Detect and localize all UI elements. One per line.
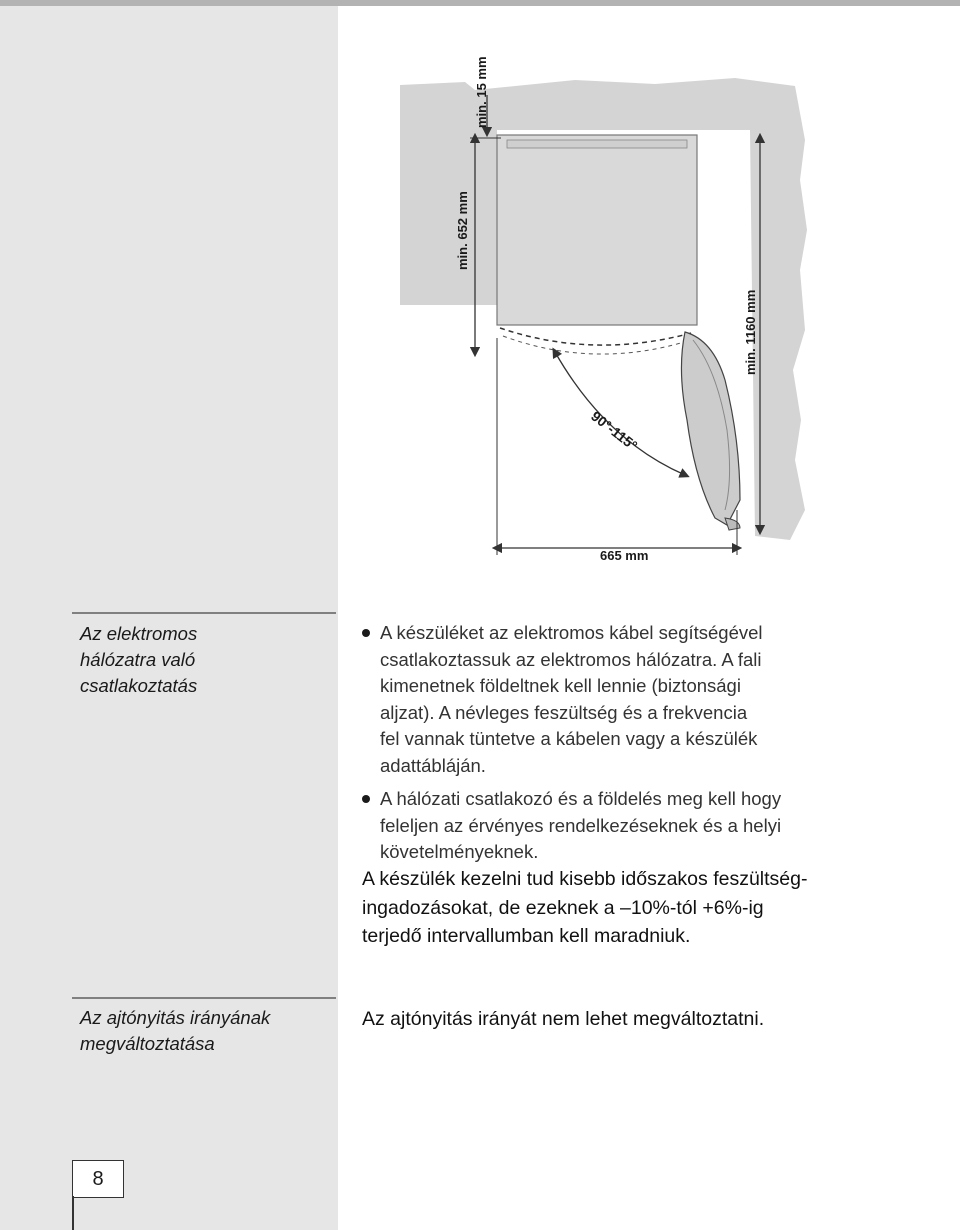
text-line: követelményeknek. [380, 841, 539, 862]
label-depth: min. 652 mm [455, 191, 470, 270]
page-number: 8 [72, 1160, 124, 1198]
text-line: fel vannak tüntetve a kábelen vagy a készülék [380, 728, 758, 749]
page-number-rule [72, 1196, 74, 1230]
text-line: A készülék kezelni tud kisebb időszakos feszültség- [362, 868, 808, 890]
text-line: A hálózati csatlakozó és a földelés meg kell hogy [380, 788, 782, 809]
section-heading-door [80, 1005, 330, 1057]
text-line: aljzat). A névleges feszültség és a frekvencia [380, 701, 748, 723]
door-closed-outline [500, 328, 695, 345]
heading-line: megváltoztatása [80, 1033, 215, 1054]
text-line: adattábláján. [380, 754, 486, 776]
heading-line: Az elektromos [80, 623, 198, 644]
bullet-dot [362, 629, 370, 637]
section-rule-door [72, 997, 336, 999]
text-line: Az ajtónyitás irányát nem lehet megváltoztatni. [362, 1008, 765, 1030]
heading-line: hálózatra való [80, 649, 196, 670]
installation-diagram [395, 40, 815, 580]
voltage-tolerance-paragraph [362, 865, 922, 951]
heading-line: Az ajtónyitás irányának [80, 1007, 271, 1028]
text-line: kimenetnek földeltnek kell lennie (biztonsági [380, 675, 741, 696]
bullet-item-grounding [362, 786, 920, 866]
section-heading-electrical [80, 621, 330, 699]
door-angle-arc [555, 352, 685, 475]
text-line: A készüléket az elektromos kábel segítségével [380, 622, 763, 643]
text-line: feleljen az érvényes rendelkezéseknek és a helyi [380, 814, 782, 836]
heading-line: csatlakoztatás [80, 675, 198, 696]
door-reversal-paragraph [362, 1005, 922, 1034]
fridge-body [497, 135, 697, 325]
text-line: terjedő intervallumban kell maradniuk. [362, 925, 691, 947]
label-overall-depth: min. 1160 mm [743, 289, 758, 375]
label-width: 665 mm [600, 548, 649, 563]
section-rule-electrical [72, 612, 336, 614]
label-door-angle: 90°-115° [588, 407, 641, 454]
bullet-dot [362, 795, 370, 803]
label-top-clearance: min. 15 mm [474, 56, 489, 128]
door-open [681, 332, 740, 525]
text-line: csatlakoztassuk az elektromos hálózatra. A fali [380, 648, 762, 670]
bullet-item-outlet [362, 620, 920, 779]
text-line: ingadozásokat, de ezeknek a –10%-tól +6%-ig [362, 896, 764, 919]
